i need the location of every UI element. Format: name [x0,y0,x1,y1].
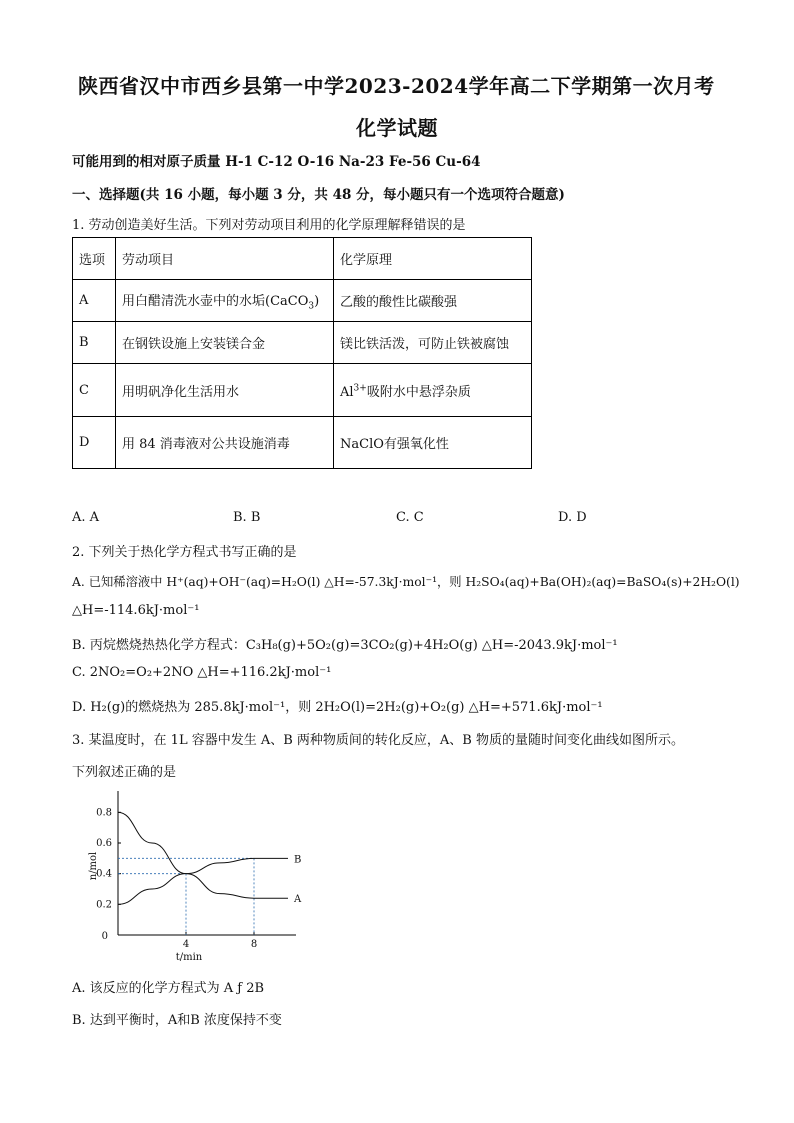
chart-axes [118,791,296,935]
q2-option-a-cont: △H=-114.6kJ·mol⁻¹ [72,603,200,618]
principle-text: 吸附水中悬浮杂质 [366,384,471,400]
project-cell: 用 84 消毒液对公共设施消毒 [116,417,334,469]
y-tick-label: 0.4 [96,868,112,880]
table-header-row [73,238,532,280]
series-line-B [118,858,288,904]
q3-stem: 3. 某温度时，在 1L 容器中发生 A、B 两种物质间的转化反应，A、B 物质的量随时间变化曲线如图所示。 [72,733,684,748]
principle-cell [334,417,532,469]
document-title: 陕西省汉中市西乡县第一中学2023-2024学年高二下学期第一次月考 [78,74,715,98]
table-header-cell: 劳动项目 [116,238,334,280]
principle-cell [334,364,532,417]
principle-cell: 乙酸的酸性比碳酸强 [334,280,532,322]
option-cell: B [73,322,116,364]
project-cell: 在钢铁设施上安装镁合金 [116,322,334,364]
series-line-A [118,812,288,898]
principle-cell: 镁比铁活泼，可防止铁被腐蚀 [334,322,532,364]
q2-option-c: C. 2NO₂=O₂+2NO △H=+116.2kJ·mol⁻¹ [72,665,332,680]
q2-option-d: D. H₂(g)的燃烧热为 285.8kJ·mol⁻¹，则 2H₂O(l)=2H₂(g)+O₂(g) △H=+571.6kJ·mol⁻¹ [72,700,603,715]
project-tail: ) [314,293,320,309]
q3-stem-cont: 下列叙述正确的是 [72,765,177,780]
origin-label: 0 [101,931,108,942]
q2-option-a: A. 已知稀溶液中 H⁺(aq)+OH⁻(aq)=H₂O(l) △H=-57.3kJ·mol⁻¹，则 H₂SO₄(aq)+Ba(OH)₂(aq)=BaSO₄(s)+2H₂O(l) [72,575,740,589]
option-cell: A [73,280,116,322]
q1-choice-b: B. B [233,510,261,525]
chart-labels [88,807,302,963]
q2-stem: 2. 下列关于热化学方程式书写正确的是 [72,545,297,560]
project-cell [116,280,334,322]
q3-option-a: A. 该反应的化学方程式为 A ƒ 2B [72,981,265,996]
x-tick-label: 4 [182,939,190,950]
section-heading: 一、选择题(共 16 小题，每小题 3 分，共 48 分，每小题只有一个选项符合题意) [72,187,565,203]
option-cell: D [73,417,116,469]
project-cell: 用明矾净化生活用水 [116,364,334,417]
q2-option-b: B. 丙烷燃烧热热化学方程式：C₃H₈(g)+5O₂(g)=3CO₂(g)+4H₂O(g) △H=-2043.9kJ·mol⁻¹ [72,638,618,653]
project-text: 用白醋清洗水壶中的水垢(CaCO [122,293,309,309]
series-label-B: B [294,854,302,866]
superscript: 3+ [353,383,367,394]
q1-stem: 1. 劳动创造美好生活。下列对劳动项目利用的化学原理解释错误的是 [72,218,466,233]
y-tick-label: 0.6 [96,838,112,849]
option-cell: C [73,364,116,417]
atomic-masses: 可能用到的相对原子质量 H-1 C-12 O-16 Na-23 Fe-56 Cu-64 [72,154,481,170]
principle-text: 有强氧化性 [383,437,449,452]
document-subtitle: 化学试题 [356,116,438,140]
q1-table [72,237,532,469]
chart-guides [118,858,254,935]
table-header-cell: 选项 [73,238,116,280]
q3-option-b: B. 达到平衡时，A和B 浓度保持不变 [72,1013,282,1028]
formula: Al [340,384,354,400]
subscript: 3 [308,301,315,312]
table-row [73,322,532,364]
table-header-cell: 化学原理 [334,238,532,280]
y-tick-label: 0.8 [96,807,112,819]
q1-choice-d: D. D [558,510,587,525]
y-tick-label: 0.2 [96,899,112,911]
y-axis-label: n/mol [88,851,99,881]
x-tick-label: 8 [250,939,258,950]
q1-choice-a: A. A [72,510,100,525]
table-row [73,417,532,469]
table-row [73,280,532,322]
table-row [73,364,532,417]
x-axis-label: t/min [175,952,203,963]
q1-choice-c: C. C [396,510,424,525]
formula: NaClO [340,437,384,452]
series-label-A: A [294,894,302,906]
q3-chart [88,785,302,965]
